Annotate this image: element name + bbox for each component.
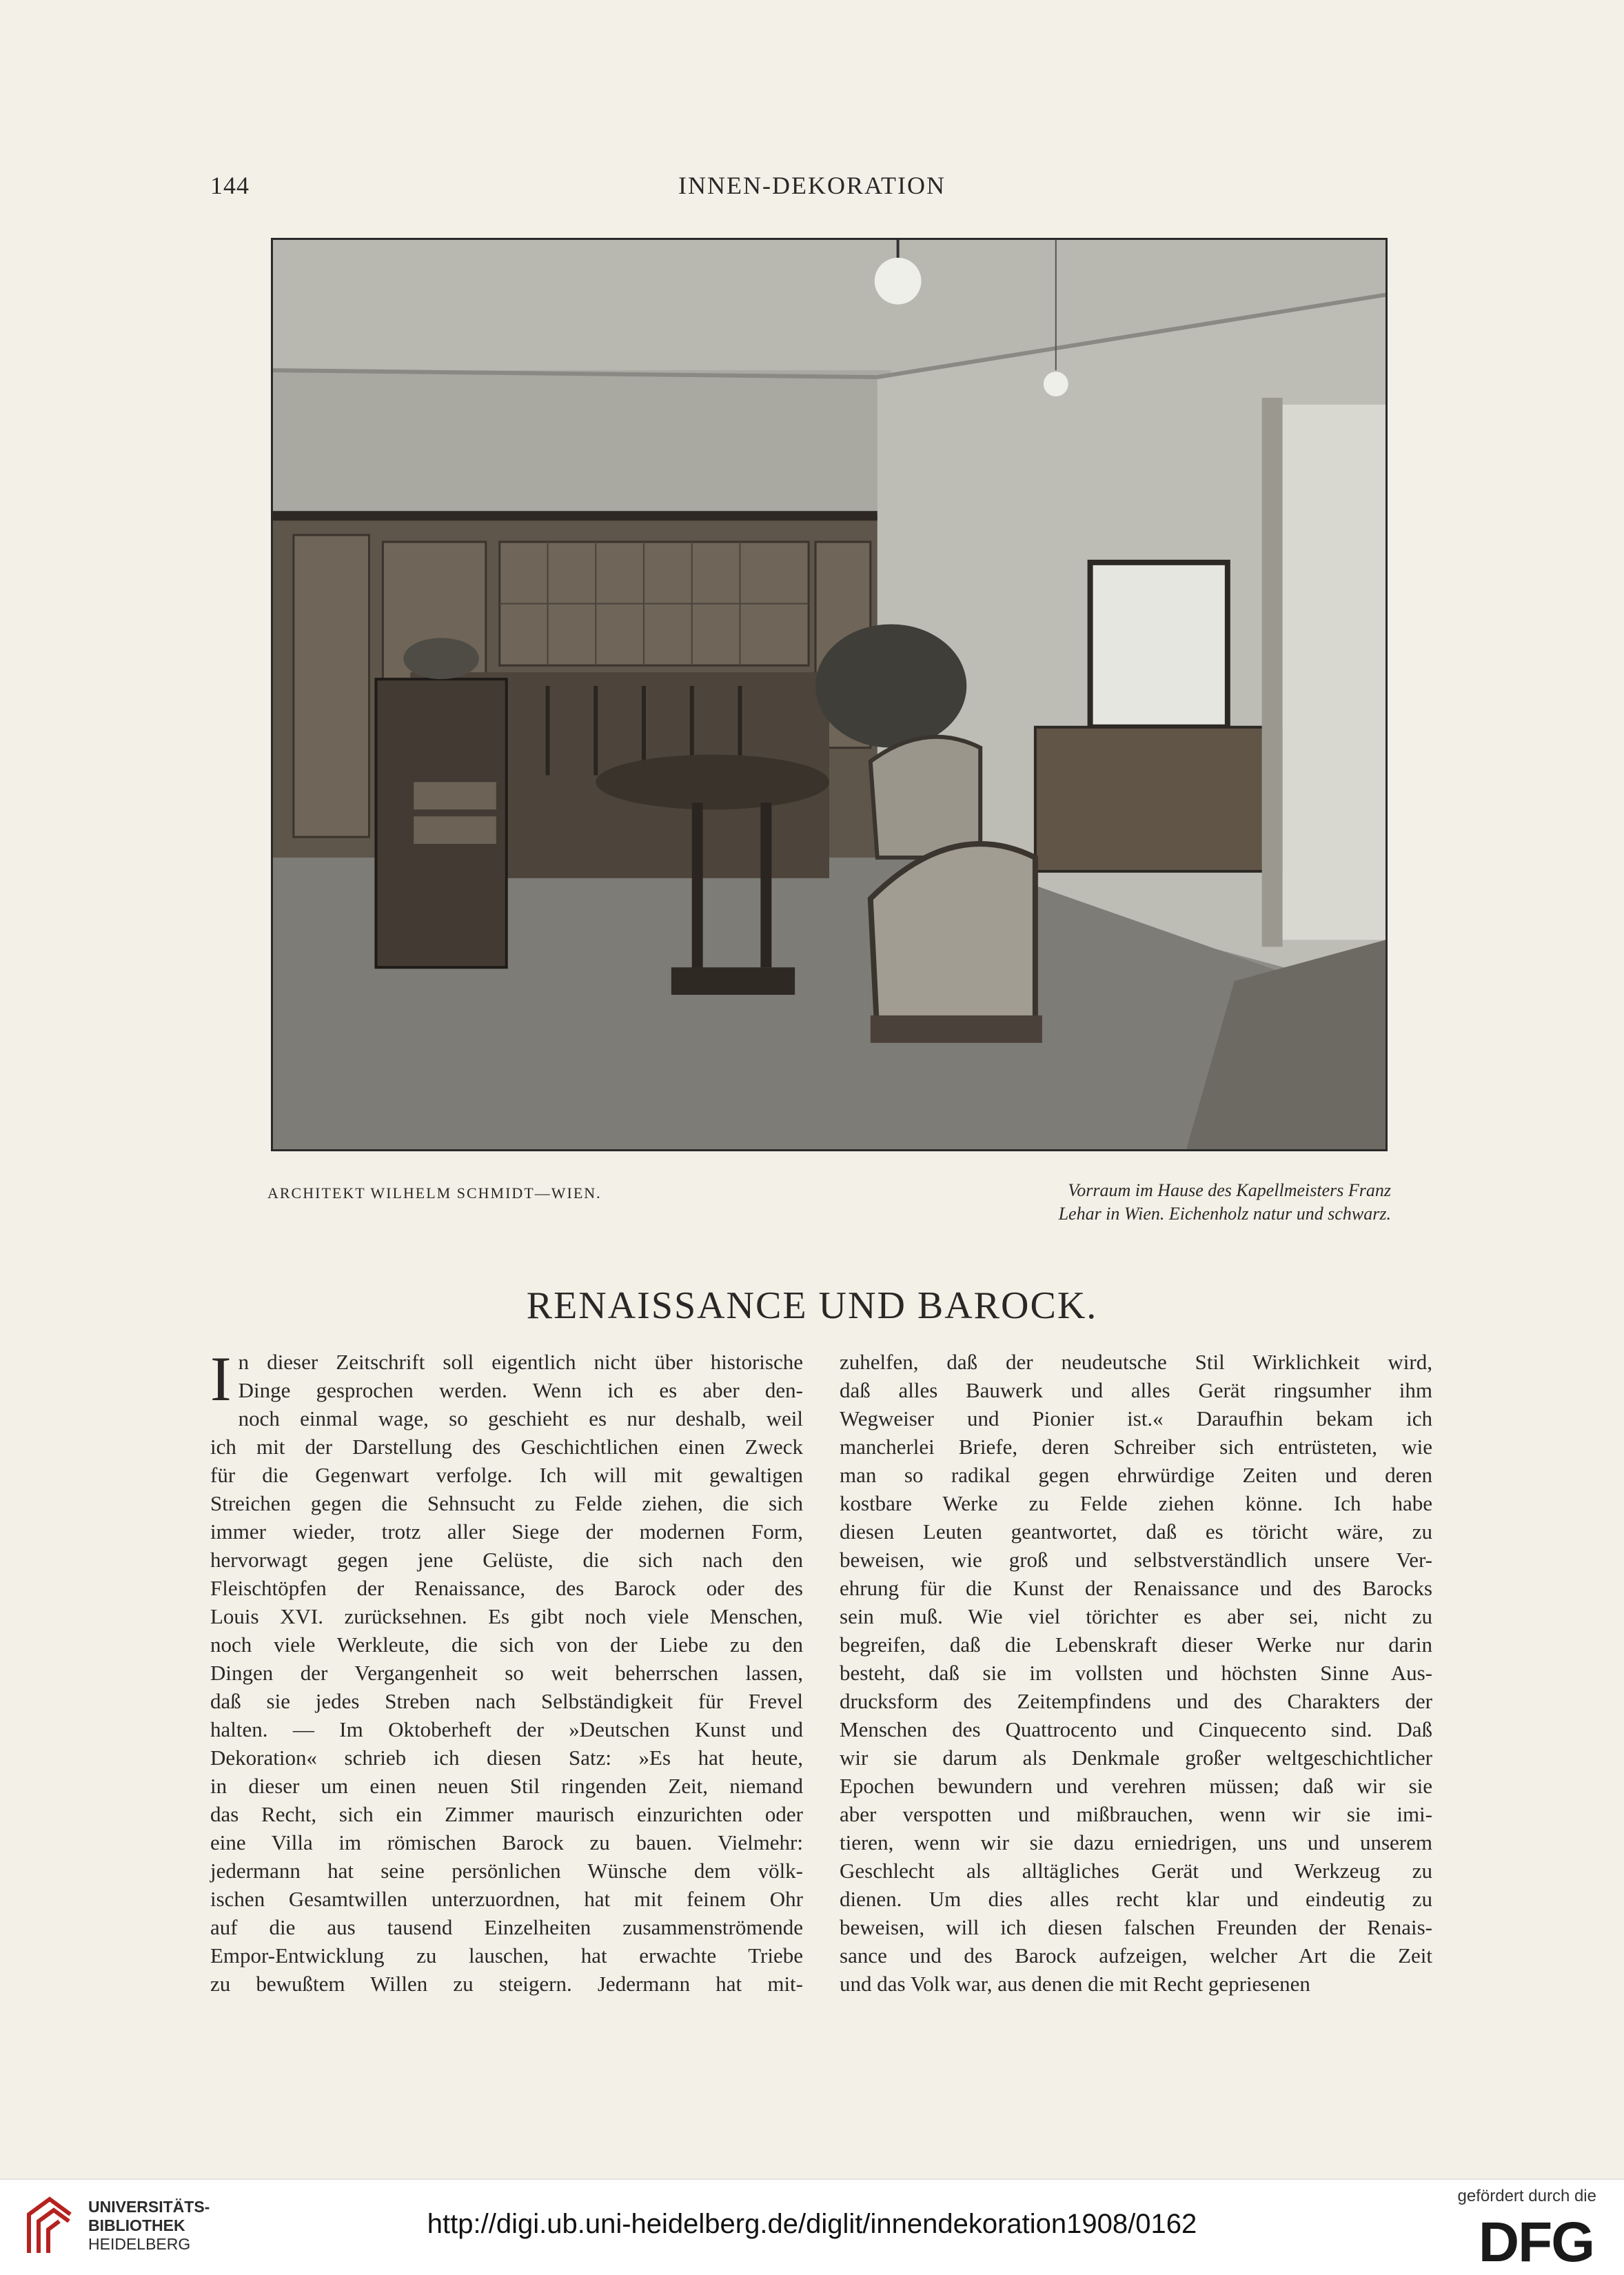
text-line: Wegweiser und Pionier ist.« Daraufhin bekam ich bbox=[840, 1406, 1432, 1430]
interior-photograph bbox=[271, 238, 1388, 1151]
text-line: tieren, wenn wir sie dazu erniedrigen, uns und unserem bbox=[840, 1830, 1432, 1854]
text-line: mancherlei Briefe, deren Schreiber sich entrüsteten, wie bbox=[840, 1435, 1432, 1459]
text-line: und das Volk war, aus denen die mit Recht gepriesenen bbox=[840, 1972, 1310, 1996]
digitization-footer bbox=[0, 2178, 1624, 2274]
journal-title: INNEN-DEKORATION bbox=[678, 172, 946, 199]
text-line: Dinge gesprochen werden. Wenn ich es aber den- bbox=[238, 1378, 803, 1402]
text-line: jedermann hat seine persönlichen Wünsche dem völk- bbox=[210, 1859, 803, 1883]
text-column-left bbox=[210, 1344, 803, 1998]
text-line: Streichen gegen die Sehnsucht zu Felde ziehen, die sich bbox=[210, 1491, 803, 1515]
text-line: dienen. Um dies alles recht klar und eindeutig zu bbox=[840, 1887, 1432, 1911]
text-line: besteht, daß sie im vollsten und höchsten Sinne Aus- bbox=[840, 1661, 1432, 1685]
text-line: daß alles Bauwerk und alles Gerät ringsumher ihm bbox=[840, 1378, 1432, 1402]
text-line: noch viele Werkleute, die sich von der Liebe zu den bbox=[210, 1632, 803, 1657]
text-line: n dieser Zeitschrift soll eigentlich nicht über historische bbox=[238, 1350, 803, 1374]
drop-cap: I bbox=[210, 1344, 232, 1414]
text-line: noch einmal wage, so geschieht es nur deshalb, weil bbox=[238, 1406, 803, 1430]
text-line: Dekoration« schrieb ich diesen Satz: »Es hat heute, bbox=[210, 1746, 803, 1770]
permalink-url[interactable]: http://digi.ub.uni-heidelberg.de/diglit/innendekoration1908/0162 bbox=[427, 2209, 1197, 2239]
caption-line: Lehar in Wien. Eichenholz natur und schwarz. bbox=[1058, 1204, 1391, 1224]
text-line: diesen Leuten geantwortet, daß es töricht wäre, zu bbox=[840, 1519, 1432, 1544]
library-name-line: UNIVERSITÄTS- bbox=[88, 2198, 210, 2216]
text-line: für die Gegenwart verfolge. Ich will mit gewaltigen bbox=[210, 1463, 803, 1487]
text-line: beweisen, will ich diesen falschen Freunden der Renais- bbox=[840, 1915, 1432, 1939]
text-line: ischen Gesamtwillen unterzuordnen, hat mit feinem Ohr bbox=[210, 1887, 803, 1911]
text-line: man so radikal gegen ehrwürdige Zeiten und deren bbox=[840, 1463, 1432, 1487]
text-line: wir sie darum als Denkmale großer weltgeschichtlicher bbox=[840, 1746, 1432, 1770]
article-title: RENAISSANCE UND BAROCK. bbox=[526, 1284, 1098, 1327]
text-line: Louis XVI. zurücksehnen. Es gibt noch viele Menschen, bbox=[210, 1604, 803, 1628]
running-head bbox=[0, 171, 1624, 199]
text-line: immer wieder, trotz aller Siege der modernen Form, bbox=[210, 1519, 803, 1544]
text-line: ich mit der Darstellung des Geschichtlichen einen Zweck bbox=[210, 1435, 803, 1459]
text-line: halten. — Im Oktoberheft der »Deutschen Kunst und bbox=[210, 1717, 803, 1741]
text-line: ehrung für die Kunst der Renaissance und des Barocks bbox=[840, 1576, 1432, 1600]
text-line: drucksform des Zeitempfindens und des Charakters der bbox=[840, 1689, 1432, 1713]
library-name-line: BIBLIOTHEK bbox=[88, 2216, 185, 2234]
text-line: aber verspotten und mißbrauchen, wenn wir sie imi- bbox=[840, 1802, 1432, 1826]
text-line: Menschen des Quattrocento und Cinquecento sind. Daß bbox=[840, 1717, 1432, 1741]
text-line: zu bewußtem Willen zu steigern. Jedermann hat mit- bbox=[210, 1972, 803, 1996]
page-number: 144 bbox=[210, 172, 250, 199]
dfg-logo: DFG bbox=[1478, 2211, 1594, 2274]
text-line: zuhelfen, daß der neudeutsche Stil Wirklichkeit wird, bbox=[840, 1350, 1432, 1374]
photo-caption-architect: ARCHITEKT WILHELM SCHMIDT—WIEN. bbox=[267, 1184, 602, 1202]
text-line: begreifen, daß die Lebenskraft dieser Werke nur darin bbox=[840, 1632, 1432, 1657]
text-line: kostbare Werke zu Felde ziehen könne. Ich habe bbox=[840, 1491, 1432, 1515]
photo-caption-description bbox=[896, 1179, 1391, 1226]
text-line: beweisen, wie groß und selbstverständlich unsere Ver- bbox=[840, 1548, 1432, 1572]
text-line: sein muß. Wie viel törichter es aber sei, nicht zu bbox=[840, 1604, 1432, 1628]
text-line: sance und des Barock aufzeigen, welcher Art die Zeit bbox=[840, 1943, 1432, 1968]
text-line: Geschlecht als alltägliches Gerät und Werkzeug zu bbox=[840, 1859, 1432, 1883]
funded-by-label: gefördert durch die bbox=[1457, 2187, 1596, 2205]
text-line: daß sie jedes Streben nach Selbständigkeit für Frevel bbox=[210, 1689, 803, 1713]
text-line: eine Villa im römischen Barock zu bauen. Vielmehr: bbox=[210, 1830, 803, 1854]
text-line: auf die aus tausend Einzelheiten zusammenströmende bbox=[210, 1915, 803, 1939]
text-line: das Recht, sich ein Zimmer maurisch einzurichten oder bbox=[210, 1802, 803, 1826]
text-line: hervorwagt gegen jene Gelüste, die sich nach den bbox=[210, 1548, 803, 1572]
text-column-right bbox=[840, 1348, 1432, 1998]
room-photo-illustration bbox=[273, 240, 1386, 1149]
text-line: Fleischtöpfen der Renaissance, des Barock oder des bbox=[210, 1576, 803, 1600]
caption-line: Vorraum im Hause des Kapellmeisters Franz bbox=[1068, 1180, 1391, 1200]
text-line: in dieser um einen neuen Stil ringenden Zeit, niemand bbox=[210, 1774, 803, 1798]
text-line: Epochen bewundern und verehren müssen; daß wir sie bbox=[840, 1774, 1432, 1798]
text-line: Dingen der Vergangenheit so weit beherrschen lassen, bbox=[210, 1661, 803, 1685]
text-line: Empor-Entwicklung zu lauschen, hat erwachte Triebe bbox=[210, 1943, 803, 1968]
library-name-line: HEIDELBERG bbox=[88, 2235, 191, 2253]
